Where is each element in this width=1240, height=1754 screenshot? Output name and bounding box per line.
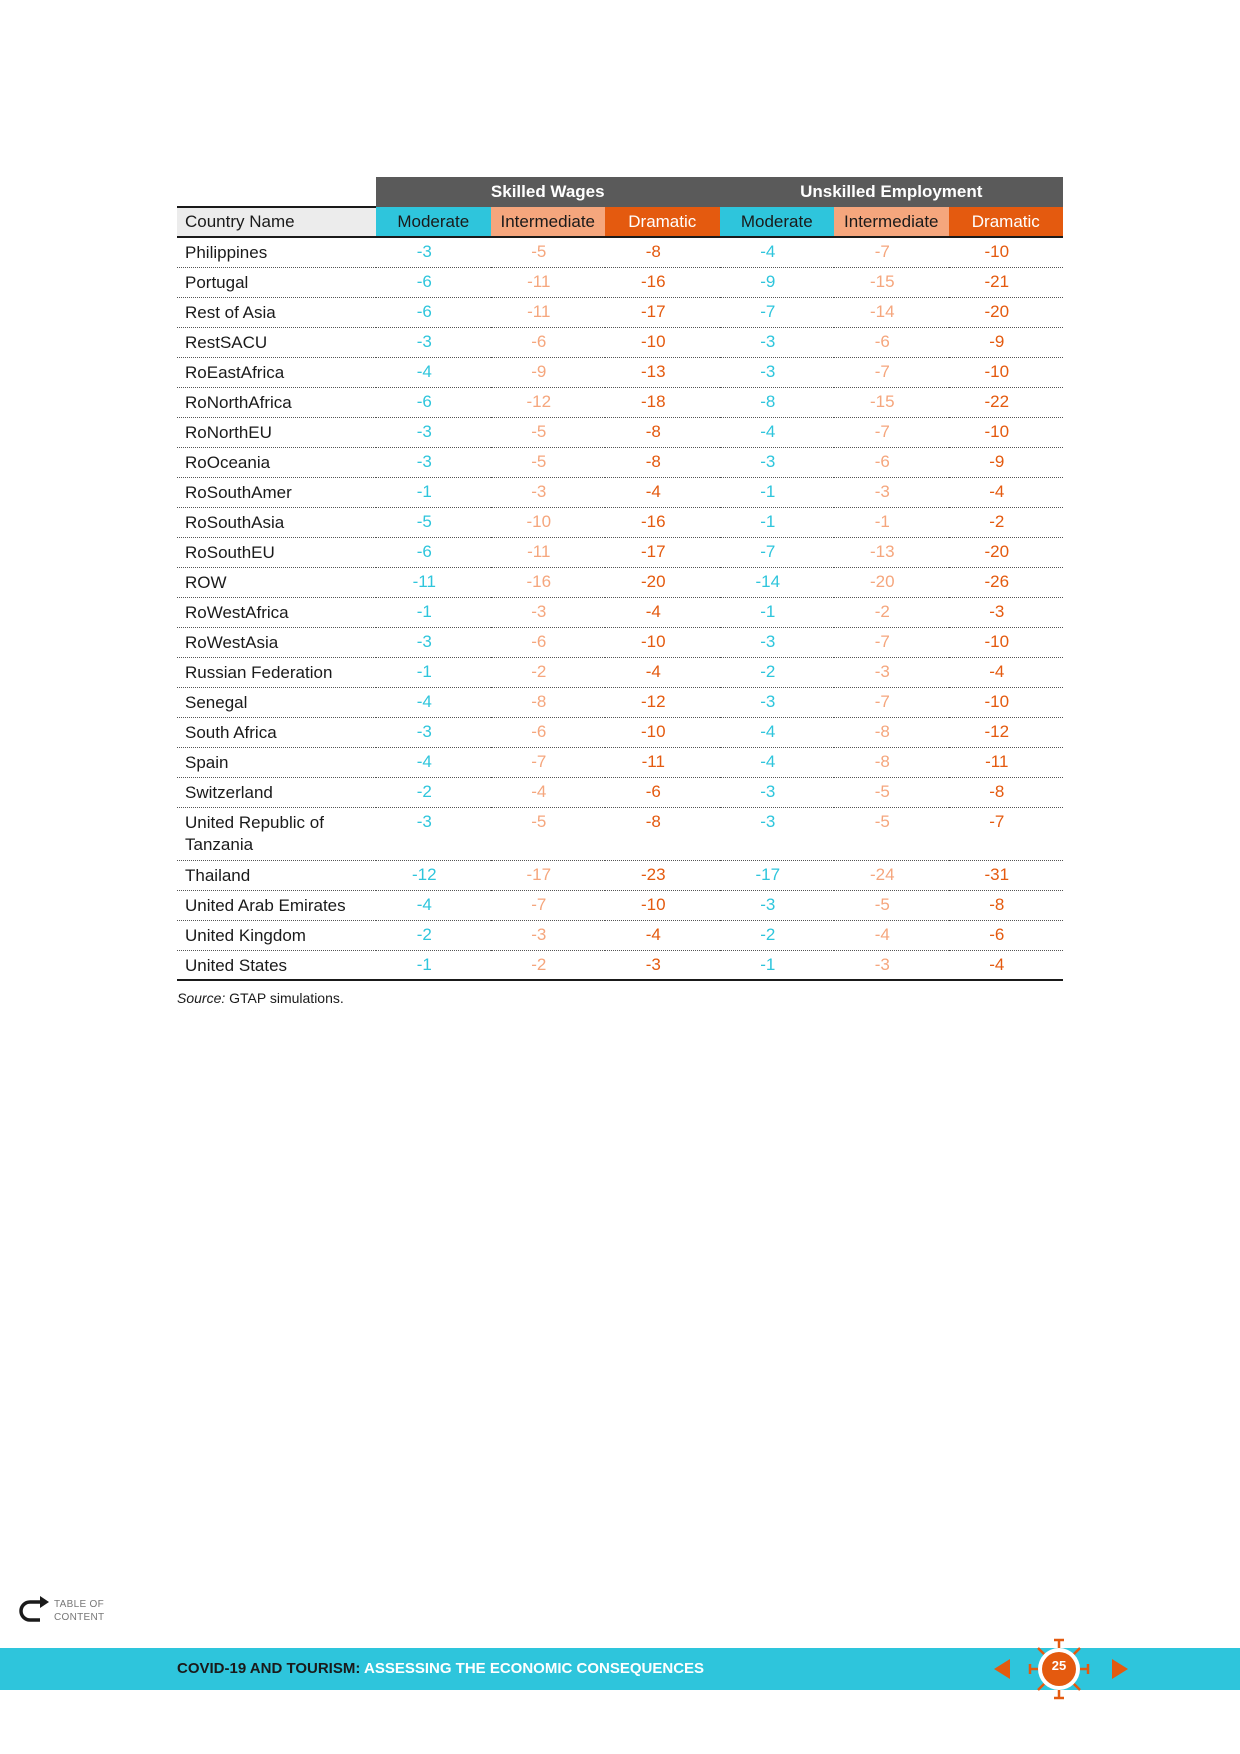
value-cell-dramatic: -10 bbox=[949, 417, 1064, 447]
value-cell-dramatic: -4 bbox=[949, 477, 1064, 507]
value-cell-dramatic: -6 bbox=[605, 777, 720, 807]
value-cell-intermediate: -11 bbox=[491, 297, 606, 327]
value-cell-intermediate: -20 bbox=[834, 567, 949, 597]
country-name-cell: RestSACU bbox=[177, 327, 376, 357]
value-cell-dramatic: -12 bbox=[605, 687, 720, 717]
country-name-cell: Thailand bbox=[177, 860, 376, 890]
value-cell-intermediate: -7 bbox=[834, 237, 949, 267]
table-row bbox=[177, 237, 1063, 267]
value-cell-intermediate: -12 bbox=[491, 387, 606, 417]
footer-bar bbox=[0, 1648, 1240, 1690]
value-cell-dramatic: -3 bbox=[605, 950, 720, 980]
toc-label bbox=[54, 1598, 104, 1624]
value-cell-moderate: -4 bbox=[720, 417, 835, 447]
country-name-cell: RoNorthAfrica bbox=[177, 387, 376, 417]
value-cell-dramatic: -20 bbox=[949, 537, 1064, 567]
value-cell-intermediate: -5 bbox=[834, 890, 949, 920]
value-cell-intermediate: -16 bbox=[491, 567, 606, 597]
value-cell-dramatic: -10 bbox=[949, 357, 1064, 387]
column-header-intermediate: Intermediate bbox=[834, 207, 949, 237]
value-cell-dramatic: -8 bbox=[949, 890, 1064, 920]
value-cell-moderate: -3 bbox=[376, 447, 491, 477]
value-cell-moderate: -4 bbox=[376, 890, 491, 920]
value-cell-moderate: -12 bbox=[376, 860, 491, 890]
value-cell-moderate: -17 bbox=[720, 860, 835, 890]
value-cell-intermediate: -17 bbox=[491, 860, 606, 890]
value-cell-intermediate: -5 bbox=[834, 807, 949, 860]
value-cell-moderate: -3 bbox=[720, 327, 835, 357]
table-of-content-link[interactable] bbox=[16, 1596, 104, 1626]
value-cell-dramatic: -20 bbox=[949, 297, 1064, 327]
value-cell-intermediate: -7 bbox=[491, 747, 606, 777]
value-cell-intermediate: -4 bbox=[834, 920, 949, 950]
table-row bbox=[177, 950, 1063, 980]
value-cell-dramatic: -8 bbox=[605, 237, 720, 267]
country-name-cell: United Republic of Tanzania bbox=[177, 807, 376, 860]
table-row bbox=[177, 417, 1063, 447]
group-header-blank bbox=[177, 177, 376, 207]
value-cell-moderate: -8 bbox=[720, 387, 835, 417]
value-cell-intermediate: -3 bbox=[834, 657, 949, 687]
value-cell-intermediate: -8 bbox=[834, 717, 949, 747]
value-cell-dramatic: -10 bbox=[605, 327, 720, 357]
value-cell-moderate: -3 bbox=[720, 357, 835, 387]
value-cell-dramatic: -10 bbox=[605, 890, 720, 920]
table-row bbox=[177, 920, 1063, 950]
table-row bbox=[177, 777, 1063, 807]
value-cell-intermediate: -24 bbox=[834, 860, 949, 890]
value-cell-intermediate: -6 bbox=[491, 327, 606, 357]
value-cell-intermediate: -5 bbox=[491, 417, 606, 447]
value-cell-dramatic: -8 bbox=[605, 417, 720, 447]
country-name-cell: Russian Federation bbox=[177, 657, 376, 687]
country-name-cell: RoNorthEU bbox=[177, 417, 376, 447]
value-cell-dramatic: -6 bbox=[949, 920, 1064, 950]
value-cell-intermediate: -5 bbox=[491, 237, 606, 267]
value-cell-dramatic: -20 bbox=[605, 567, 720, 597]
table-row bbox=[177, 567, 1063, 597]
table-row bbox=[177, 890, 1063, 920]
table-row bbox=[177, 537, 1063, 567]
value-cell-moderate: -3 bbox=[720, 777, 835, 807]
country-name-cell: RoWestAfrica bbox=[177, 597, 376, 627]
value-cell-intermediate: -14 bbox=[834, 297, 949, 327]
column-header-dramatic: Dramatic bbox=[949, 207, 1064, 237]
value-cell-intermediate: -7 bbox=[491, 890, 606, 920]
toc-line-2: CONTENT bbox=[54, 1612, 105, 1623]
value-cell-intermediate: -2 bbox=[491, 950, 606, 980]
country-name-cell: Spain bbox=[177, 747, 376, 777]
column-header-row bbox=[177, 207, 1063, 237]
value-cell-moderate: -6 bbox=[376, 387, 491, 417]
source-note bbox=[177, 990, 344, 1006]
group-header-skilled-wages: Skilled Wages bbox=[376, 177, 720, 207]
value-cell-moderate: -3 bbox=[720, 687, 835, 717]
value-cell-moderate: -1 bbox=[376, 657, 491, 687]
value-cell-intermediate: -3 bbox=[491, 597, 606, 627]
table-row bbox=[177, 357, 1063, 387]
value-cell-moderate: -1 bbox=[376, 477, 491, 507]
table-row bbox=[177, 657, 1063, 687]
country-name-cell: RoSouthAmer bbox=[177, 477, 376, 507]
country-name-cell: RoSouthAsia bbox=[177, 507, 376, 537]
value-cell-intermediate: -7 bbox=[834, 417, 949, 447]
value-cell-moderate: -2 bbox=[720, 920, 835, 950]
value-cell-moderate: -14 bbox=[720, 567, 835, 597]
table-row bbox=[177, 687, 1063, 717]
next-page-icon[interactable] bbox=[1112, 1659, 1128, 1679]
value-cell-dramatic: -17 bbox=[605, 537, 720, 567]
value-cell-intermediate: -7 bbox=[834, 357, 949, 387]
value-cell-dramatic: -18 bbox=[605, 387, 720, 417]
value-cell-dramatic: -10 bbox=[605, 627, 720, 657]
value-cell-dramatic: -7 bbox=[949, 807, 1064, 860]
group-header-unskilled-employment: Unskilled Employment bbox=[720, 177, 1064, 207]
table-row bbox=[177, 477, 1063, 507]
value-cell-moderate: -1 bbox=[376, 597, 491, 627]
value-cell-dramatic: -2 bbox=[949, 507, 1064, 537]
country-name-cell: Philippines bbox=[177, 237, 376, 267]
value-cell-moderate: -3 bbox=[376, 417, 491, 447]
value-cell-moderate: -2 bbox=[376, 920, 491, 950]
value-cell-intermediate: -11 bbox=[491, 267, 606, 297]
value-cell-dramatic: -10 bbox=[605, 717, 720, 747]
value-cell-intermediate: -3 bbox=[834, 477, 949, 507]
column-header-intermediate: Intermediate bbox=[491, 207, 606, 237]
value-cell-dramatic: -26 bbox=[949, 567, 1064, 597]
source-text: GTAP simulations. bbox=[229, 990, 344, 1006]
value-cell-dramatic: -11 bbox=[949, 747, 1064, 777]
value-cell-intermediate: -3 bbox=[491, 920, 606, 950]
value-cell-moderate: -3 bbox=[720, 890, 835, 920]
value-cell-moderate: -1 bbox=[720, 597, 835, 627]
value-cell-moderate: -4 bbox=[720, 747, 835, 777]
value-cell-intermediate: -1 bbox=[834, 507, 949, 537]
value-cell-intermediate: -7 bbox=[834, 627, 949, 657]
value-cell-dramatic: -8 bbox=[605, 447, 720, 477]
value-cell-dramatic: -4 bbox=[605, 657, 720, 687]
value-cell-moderate: -6 bbox=[376, 267, 491, 297]
value-cell-moderate: -7 bbox=[720, 537, 835, 567]
value-cell-intermediate: -9 bbox=[491, 357, 606, 387]
value-cell-intermediate: -15 bbox=[834, 267, 949, 297]
value-cell-dramatic: -10 bbox=[949, 237, 1064, 267]
value-cell-intermediate: -3 bbox=[491, 477, 606, 507]
value-cell-moderate: -1 bbox=[720, 950, 835, 980]
value-cell-dramatic: -4 bbox=[605, 477, 720, 507]
value-cell-moderate: -1 bbox=[720, 477, 835, 507]
previous-page-icon[interactable] bbox=[994, 1659, 1010, 1679]
value-cell-moderate: -2 bbox=[376, 777, 491, 807]
value-cell-moderate: -3 bbox=[376, 327, 491, 357]
value-cell-moderate: -7 bbox=[720, 297, 835, 327]
table-row bbox=[177, 747, 1063, 777]
return-arrow-icon bbox=[16, 1596, 50, 1626]
country-name-cell: Switzerland bbox=[177, 777, 376, 807]
value-cell-intermediate: -4 bbox=[491, 777, 606, 807]
country-name-cell: Portugal bbox=[177, 267, 376, 297]
value-cell-dramatic: -3 bbox=[949, 597, 1064, 627]
value-cell-dramatic: -4 bbox=[949, 657, 1064, 687]
value-cell-moderate: -3 bbox=[376, 717, 491, 747]
country-name-cell: ROW bbox=[177, 567, 376, 597]
table-row bbox=[177, 267, 1063, 297]
table-row bbox=[177, 807, 1063, 860]
value-cell-intermediate: -5 bbox=[491, 447, 606, 477]
value-cell-moderate: -11 bbox=[376, 567, 491, 597]
value-cell-dramatic: -11 bbox=[605, 747, 720, 777]
footer-title bbox=[177, 1660, 704, 1677]
country-name-cell: RoWestAsia bbox=[177, 627, 376, 657]
scenario-table bbox=[177, 177, 1063, 981]
value-cell-dramatic: -16 bbox=[605, 507, 720, 537]
value-cell-dramatic: -4 bbox=[605, 597, 720, 627]
value-cell-moderate: -1 bbox=[720, 507, 835, 537]
country-name-cell: RoEastAfrica bbox=[177, 357, 376, 387]
value-cell-dramatic: -21 bbox=[949, 267, 1064, 297]
value-cell-intermediate: -8 bbox=[491, 687, 606, 717]
table-row bbox=[177, 627, 1063, 657]
value-cell-moderate: -9 bbox=[720, 267, 835, 297]
value-cell-moderate: -3 bbox=[376, 807, 491, 860]
table-row bbox=[177, 387, 1063, 417]
value-cell-moderate: -3 bbox=[720, 807, 835, 860]
country-name-cell: United Kingdom bbox=[177, 920, 376, 950]
value-cell-intermediate: -5 bbox=[491, 807, 606, 860]
table-row bbox=[177, 597, 1063, 627]
value-cell-moderate: -3 bbox=[720, 627, 835, 657]
country-name-cell: Senegal bbox=[177, 687, 376, 717]
value-cell-moderate: -6 bbox=[376, 537, 491, 567]
footer-title-main: COVID-19 AND TOURISM: bbox=[177, 1660, 361, 1677]
value-cell-intermediate: -6 bbox=[834, 327, 949, 357]
value-cell-moderate: -4 bbox=[376, 747, 491, 777]
value-cell-intermediate: -6 bbox=[834, 447, 949, 477]
country-name-cell: RoSouthEU bbox=[177, 537, 376, 567]
table-row bbox=[177, 717, 1063, 747]
page-number: 25 bbox=[1051, 1658, 1067, 1673]
value-cell-moderate: -5 bbox=[376, 507, 491, 537]
value-cell-intermediate: -13 bbox=[834, 537, 949, 567]
value-cell-intermediate: -2 bbox=[491, 657, 606, 687]
value-cell-intermediate: -8 bbox=[834, 747, 949, 777]
country-name-cell: Rest of Asia bbox=[177, 297, 376, 327]
value-cell-moderate: -1 bbox=[376, 950, 491, 980]
value-cell-dramatic: -10 bbox=[949, 627, 1064, 657]
country-name-cell: United Arab Emirates bbox=[177, 890, 376, 920]
value-cell-dramatic: -4 bbox=[949, 950, 1064, 980]
value-cell-dramatic: -23 bbox=[605, 860, 720, 890]
source-label: Source: bbox=[177, 990, 226, 1006]
table-row bbox=[177, 507, 1063, 537]
value-cell-intermediate: -11 bbox=[491, 537, 606, 567]
value-cell-moderate: -4 bbox=[720, 717, 835, 747]
group-header-row bbox=[177, 177, 1063, 207]
value-cell-dramatic: -13 bbox=[605, 357, 720, 387]
value-cell-intermediate: -10 bbox=[491, 507, 606, 537]
value-cell-intermediate: -7 bbox=[834, 687, 949, 717]
table-row bbox=[177, 860, 1063, 890]
value-cell-dramatic: -16 bbox=[605, 267, 720, 297]
value-cell-moderate: -4 bbox=[720, 237, 835, 267]
country-name-cell: United States bbox=[177, 950, 376, 980]
value-cell-dramatic: -8 bbox=[949, 777, 1064, 807]
footer-title-sub: ASSESSING THE ECONOMIC CONSEQUENCES bbox=[363, 1660, 705, 1677]
value-cell-moderate: -4 bbox=[376, 687, 491, 717]
table-row bbox=[177, 327, 1063, 357]
value-cell-intermediate: -3 bbox=[834, 950, 949, 980]
column-header-moderate: Moderate bbox=[376, 207, 491, 237]
country-name-cell: South Africa bbox=[177, 717, 376, 747]
country-name-cell: RoOceania bbox=[177, 447, 376, 477]
country-name-header: Country Name bbox=[177, 207, 376, 237]
value-cell-moderate: -6 bbox=[376, 297, 491, 327]
column-header-moderate: Moderate bbox=[720, 207, 835, 237]
value-cell-moderate: -4 bbox=[376, 357, 491, 387]
value-cell-dramatic: -12 bbox=[949, 717, 1064, 747]
value-cell-dramatic: -9 bbox=[949, 447, 1064, 477]
value-cell-moderate: -2 bbox=[720, 657, 835, 687]
value-cell-intermediate: -2 bbox=[834, 597, 949, 627]
toc-line-1: TABLE OF bbox=[54, 1599, 105, 1610]
value-cell-intermediate: -6 bbox=[491, 627, 606, 657]
value-cell-moderate: -3 bbox=[376, 627, 491, 657]
value-cell-dramatic: -31 bbox=[949, 860, 1064, 890]
value-cell-dramatic: -8 bbox=[605, 807, 720, 860]
table-body bbox=[177, 237, 1063, 980]
value-cell-dramatic: -17 bbox=[605, 297, 720, 327]
column-header-dramatic: Dramatic bbox=[605, 207, 720, 237]
table-row bbox=[177, 447, 1063, 477]
value-cell-moderate: -3 bbox=[376, 237, 491, 267]
value-cell-moderate: -3 bbox=[720, 447, 835, 477]
table-row bbox=[177, 297, 1063, 327]
value-cell-intermediate: -5 bbox=[834, 777, 949, 807]
scenario-table-container bbox=[177, 177, 1063, 981]
value-cell-intermediate: -6 bbox=[491, 717, 606, 747]
value-cell-dramatic: -22 bbox=[949, 387, 1064, 417]
value-cell-dramatic: -4 bbox=[605, 920, 720, 950]
value-cell-intermediate: -15 bbox=[834, 387, 949, 417]
value-cell-dramatic: -9 bbox=[949, 327, 1064, 357]
value-cell-dramatic: -10 bbox=[949, 687, 1064, 717]
